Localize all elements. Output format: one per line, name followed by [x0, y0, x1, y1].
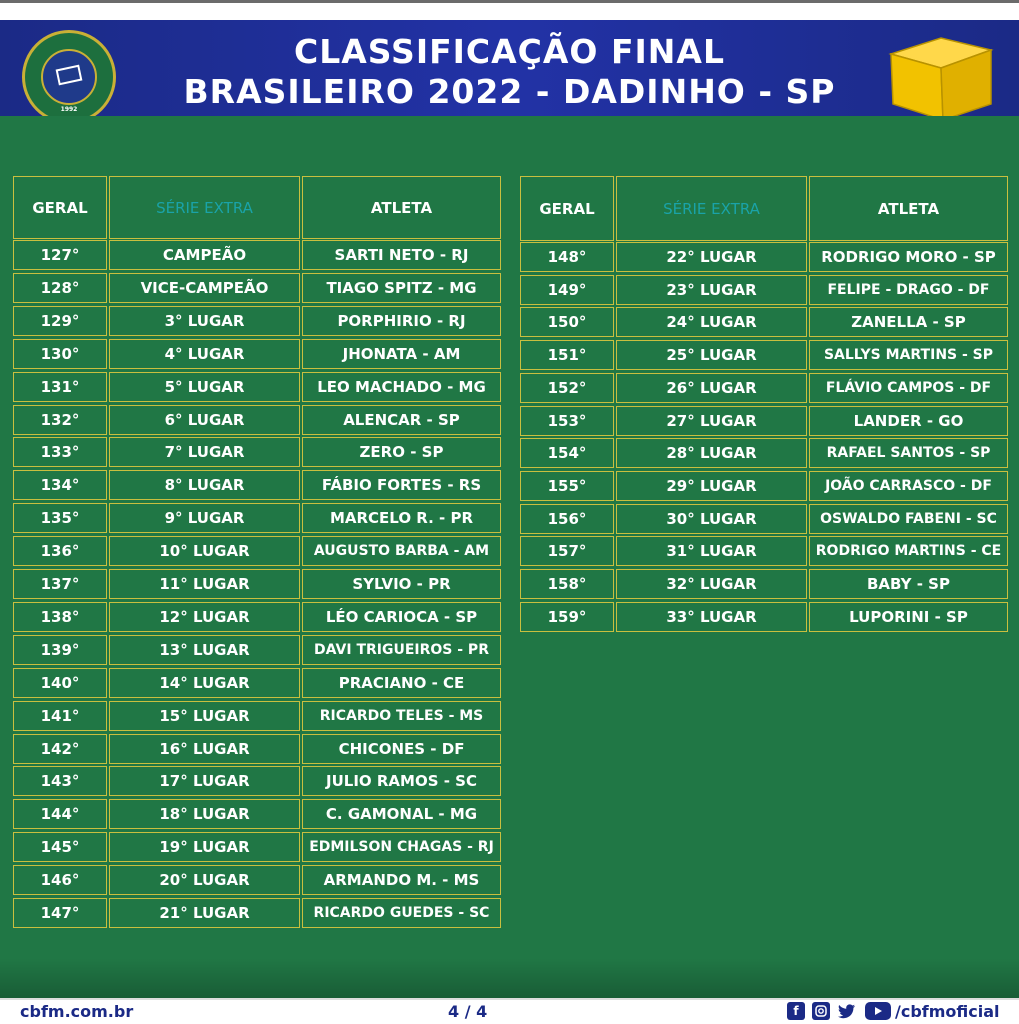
serie-extra-cell: CAMPEÃO	[109, 240, 300, 270]
page-title-line2: BRASILEIRO 2022 - DADINHO - SP	[183, 72, 836, 111]
atleta-cell: RODRIGO MORO - SP	[809, 242, 1008, 272]
twitter-icon[interactable]	[837, 1002, 857, 1020]
geral-cell: 133°	[13, 437, 107, 467]
serie-extra-cell: 23° LUGAR	[616, 275, 807, 305]
header-serie-extra: SÉRIE EXTRA	[616, 176, 807, 241]
serie-extra-cell: 19° LUGAR	[109, 832, 300, 862]
top-border	[0, 0, 1019, 3]
geral-cell: 151°	[520, 340, 614, 370]
geral-cell: 127°	[13, 240, 107, 270]
geral-cell: 142°	[13, 734, 107, 764]
atleta-cell: SYLVIO - PR	[302, 569, 501, 599]
geral-cell: 130°	[13, 339, 107, 369]
atleta-cell: LANDER - GO	[809, 406, 1008, 436]
serie-extra-cell: 14° LUGAR	[109, 668, 300, 698]
geral-cell: 148°	[520, 242, 614, 272]
atleta-cell: SARTI NETO - RJ	[302, 240, 501, 270]
atleta-cell: JHONATA - AM	[302, 339, 501, 369]
serie-extra-cell: 6° LUGAR	[109, 405, 300, 435]
geral-cell: 128°	[13, 273, 107, 303]
atleta-cell: FLÁVIO CAMPOS - DF	[809, 373, 1008, 403]
atleta-cell: MARCELO R. - PR	[302, 503, 501, 533]
serie-extra-cell: 33° LUGAR	[616, 602, 807, 632]
facebook-icon[interactable]: f	[787, 1002, 805, 1020]
atleta-cell: ALENCAR - SP	[302, 405, 501, 435]
serie-extra-cell: 21° LUGAR	[109, 898, 300, 928]
atleta-cell: RODRIGO MARTINS - CE	[809, 536, 1008, 566]
page-title-line1: CLASSIFICAÇÃO FINAL	[293, 32, 725, 71]
youtube-icon[interactable]	[865, 1002, 891, 1020]
serie-extra-cell: 32° LUGAR	[616, 569, 807, 599]
geral-cell: 146°	[13, 865, 107, 895]
geral-cell: 136°	[13, 536, 107, 566]
serie-extra-cell: 27° LUGAR	[616, 406, 807, 436]
serie-extra-cell: 25° LUGAR	[616, 340, 807, 370]
serie-extra-cell: 10° LUGAR	[109, 536, 300, 566]
atleta-cell: RICARDO TELES - MS	[302, 701, 501, 731]
instagram-icon[interactable]	[812, 1002, 830, 1020]
atleta-cell: JULIO RAMOS - SC	[302, 766, 501, 796]
results-area	[0, 116, 1019, 998]
serie-extra-cell: 24° LUGAR	[616, 307, 807, 337]
serie-extra-cell: 3° LUGAR	[109, 306, 300, 336]
geral-cell: 138°	[13, 602, 107, 632]
serie-extra-cell: 4° LUGAR	[109, 339, 300, 369]
serie-extra-cell: 29° LUGAR	[616, 471, 807, 501]
atleta-cell: OSWALDO FABENI - SC	[809, 504, 1008, 534]
serie-extra-cell: VICE-CAMPEÃO	[109, 273, 300, 303]
atleta-cell: ARMANDO M. - MS	[302, 865, 501, 895]
atleta-cell: SALLYS MARTINS - SP	[809, 340, 1008, 370]
geral-cell: 147°	[13, 898, 107, 928]
serie-extra-cell: 5° LUGAR	[109, 372, 300, 402]
atleta-cell: RICARDO GUEDES - SC	[302, 898, 501, 928]
geral-cell: 143°	[13, 766, 107, 796]
geral-cell: 140°	[13, 668, 107, 698]
atleta-cell: LUPORINI - SP	[809, 602, 1008, 632]
geral-cell: 157°	[520, 536, 614, 566]
social-handle[interactable]: /cbfmoficial	[895, 1002, 1000, 1021]
atleta-cell: RAFAEL SANTOS - SP	[809, 438, 1008, 468]
serie-extra-cell: 31° LUGAR	[616, 536, 807, 566]
geral-cell: 153°	[520, 406, 614, 436]
logo-year: 1992	[60, 106, 78, 113]
header-geral: GERAL	[520, 176, 614, 241]
geral-cell: 158°	[520, 569, 614, 599]
geral-cell: 152°	[520, 373, 614, 403]
atleta-cell: DAVI TRIGUEIROS - PR	[302, 635, 501, 665]
footer	[0, 998, 1019, 1024]
serie-extra-cell: 13° LUGAR	[109, 635, 300, 665]
geral-cell: 132°	[13, 405, 107, 435]
serie-extra-cell: 22° LUGAR	[616, 242, 807, 272]
header-atleta: ATLETA	[302, 176, 501, 239]
atleta-cell: PORPHIRIO - RJ	[302, 306, 501, 336]
geral-cell: 141°	[13, 701, 107, 731]
serie-extra-cell: 16° LUGAR	[109, 734, 300, 764]
atleta-cell: FELIPE - DRAGO - DF	[809, 275, 1008, 305]
serie-extra-cell: 8° LUGAR	[109, 470, 300, 500]
atleta-cell: FÁBIO FORTES - RS	[302, 470, 501, 500]
atleta-cell: EDMILSON CHAGAS - RJ	[302, 832, 501, 862]
geral-cell: 159°	[520, 602, 614, 632]
atleta-cell: JOÃO CARRASCO - DF	[809, 471, 1008, 501]
serie-extra-cell: 11° LUGAR	[109, 569, 300, 599]
atleta-cell: AUGUSTO BARBA - AM	[302, 536, 501, 566]
atleta-cell: ZERO - SP	[302, 437, 501, 467]
geral-cell: 134°	[13, 470, 107, 500]
serie-extra-cell: 15° LUGAR	[109, 701, 300, 731]
geral-cell: 144°	[13, 799, 107, 829]
serie-extra-cell: 17° LUGAR	[109, 766, 300, 796]
geral-cell: 156°	[520, 504, 614, 534]
atleta-cell: C. GAMONAL - MG	[302, 799, 501, 829]
serie-extra-cell: 20° LUGAR	[109, 865, 300, 895]
geral-cell: 135°	[13, 503, 107, 533]
bottom-shade	[0, 958, 1019, 998]
geral-cell: 150°	[520, 307, 614, 337]
atleta-cell: BABY - SP	[809, 569, 1008, 599]
geral-cell: 139°	[13, 635, 107, 665]
page-number: 4 / 4	[448, 1002, 488, 1021]
serie-extra-cell: 30° LUGAR	[616, 504, 807, 534]
serie-extra-cell: 9° LUGAR	[109, 503, 300, 533]
geral-cell: 155°	[520, 471, 614, 501]
atleta-cell: LÉO CARIOCA - SP	[302, 602, 501, 632]
serie-extra-cell: 7° LUGAR	[109, 437, 300, 467]
serie-extra-cell: 12° LUGAR	[109, 602, 300, 632]
geral-cell: 131°	[13, 372, 107, 402]
serie-extra-cell: 26° LUGAR	[616, 373, 807, 403]
atleta-cell: TIAGO SPITZ - MG	[302, 273, 501, 303]
geral-cell: 137°	[13, 569, 107, 599]
header-serie-extra: SÉRIE EXTRA	[109, 176, 300, 239]
footer-divider	[0, 998, 1019, 1000]
website-link[interactable]: cbfm.com.br	[20, 1002, 134, 1021]
geral-cell: 129°	[13, 306, 107, 336]
serie-extra-cell: 28° LUGAR	[616, 438, 807, 468]
geral-cell: 145°	[13, 832, 107, 862]
header-geral: GERAL	[13, 176, 107, 239]
serie-extra-cell: 18° LUGAR	[109, 799, 300, 829]
header-atleta: ATLETA	[809, 176, 1008, 241]
atleta-cell: CHICONES - DF	[302, 734, 501, 764]
atleta-cell: PRACIANO - CE	[302, 668, 501, 698]
atleta-cell: LEO MACHADO - MG	[302, 372, 501, 402]
geral-cell: 154°	[520, 438, 614, 468]
atleta-cell: ZANELLA - SP	[809, 307, 1008, 337]
yellow-cube-icon	[885, 32, 995, 128]
geral-cell: 149°	[520, 275, 614, 305]
header-banner	[0, 20, 1019, 116]
